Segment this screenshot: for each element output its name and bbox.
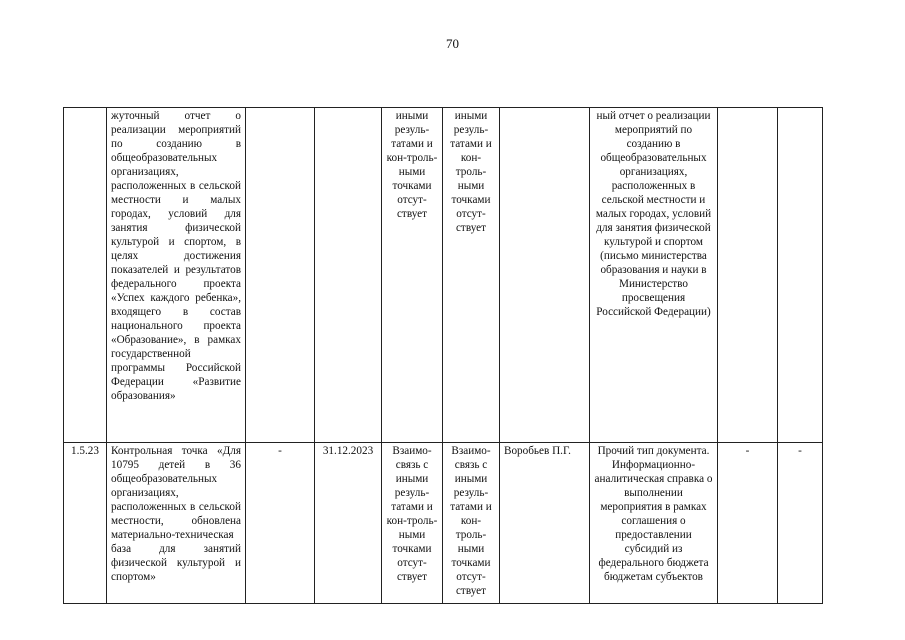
successor-cell: иными резуль-татами и кон-троль-ными точками отсут-ствует xyxy=(443,108,500,443)
plan-table xyxy=(63,107,823,604)
successor-cell: Взаимо-связь с иными резуль-татами и кон-троль-ными точками отсут-ствует xyxy=(443,443,500,604)
item-name-cell: Контрольная точка «Для 10795 детей в 36 общеобразовательных организациях, расположенных в сельской местности, обновлена материально-техническая база для занятий физической культурой и спортом» xyxy=(107,443,246,604)
item-number-cell xyxy=(64,108,107,443)
item-number-cell: 1.5.23 xyxy=(64,443,107,604)
responsible-cell xyxy=(500,108,590,443)
document-cell: Прочий тип документа. Информационно-аналитическая справка о выполнении мероприятия в рамках соглашения о предоставлении субсидий из федерального бюджета бюджетам субъектов xyxy=(590,443,718,604)
item-name-cell: жуточный отчет о реализации мероприятий по созданию в общеобразовательных организациях, расположенных в сельской местности и малых городах, условий для занятия физической культурой и спортом, в целях достижения показателей и результатов федерального проекта «Успех каждого ребенка», входящего в состав национального проекта «Образование», в рамках государственной программы Российской Федерации «Развитие образования» xyxy=(107,108,246,443)
end-date-cell xyxy=(315,108,382,443)
start-date-cell: - xyxy=(246,443,315,604)
start-date-cell xyxy=(246,108,315,443)
predecessor-cell: Взаимо-связь с иными резуль-татами и кон-троль-ными точками отсут-ствует xyxy=(382,443,443,604)
page-number: 70 xyxy=(446,36,459,51)
info-system-cell: - xyxy=(778,443,823,604)
level-cell xyxy=(718,108,778,443)
table-row xyxy=(64,443,823,604)
document-cell: ный отчет о реализации мероприятий по созданию в общеобразовательных организациях, расположенных в сельской местности и малых городах, условий для занятия физической культурой и спортом (письмо министерства образования и науки в Министерство просвещения Российской Федерации) xyxy=(590,108,718,443)
predecessor-cell: иными резуль-татами и кон-троль-ными точками отсут-ствует xyxy=(382,108,443,443)
end-date-cell: 31.12.2023 xyxy=(315,443,382,604)
info-system-cell xyxy=(778,108,823,443)
table-row xyxy=(64,108,823,443)
level-cell: - xyxy=(718,443,778,604)
responsible-cell: Воробьев П.Г. xyxy=(500,443,590,604)
